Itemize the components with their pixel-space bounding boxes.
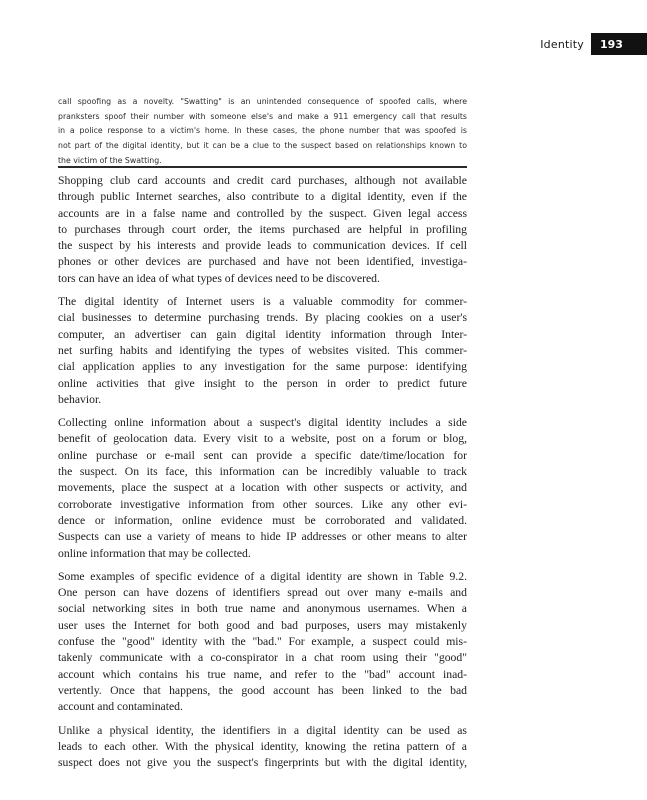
text-line: The digital identity of Internet users is a valuable commodity for commer- [58,295,467,309]
text-line: cial application applies to any investigation for the same purpose: identifying [58,360,467,374]
paragraph [58,294,467,408]
sidebar-note [58,95,467,169]
text-line: leads to each other. With the physical identity, knowing the retina pattern of a [58,739,467,753]
text-line: online purchase or e-mail sent can provide a specific date/time/location for [58,448,467,462]
paragraph [58,723,467,772]
text-line: suspect does not give you the suspect's fingerprints but with the digital identity, [58,756,467,770]
text-line: dence or information, online evidence must be corroborated and validated. [58,513,467,527]
text-line: Unlike a physical identity, the identifiers in a digital identity can be used as [58,723,467,737]
text-line: accounts are in a false name and controlled by the suspect. Given legal access [58,206,467,220]
body-text [58,173,467,778]
text-line: takenly communicate with a co-conspirator in a chat room using their "good" [58,651,467,665]
text-line: computer, an advertiser can gain digital identity information through Inter- [58,327,467,341]
text-line: Suspects can use a variety of means to hide IP addresses or other means to alter [58,530,467,544]
text-line: user uses the Internet for both good and bad purposes, users may mistakenly [58,618,467,632]
text-line: account and contaminated. [58,700,183,714]
running-header [540,33,647,55]
text-line: online activities that give insight to the person in order to predict future [58,376,467,390]
text-line: confuse the "good" identity with the "bad." For example, a suspect could mis- [58,635,467,649]
text-line: account which contains his true name, and refer to the "bad" account inad- [58,667,467,681]
sidebar-line: not part of the digital identity, but it can be a clue to the suspect based on relationships known to [58,141,467,151]
paragraph [58,569,467,716]
text-line: through public Internet searches, also contribute to a digital identity, even if the [58,190,467,204]
paragraph [58,415,467,562]
text-line: the suspect by his interests and provide leads to communication devices. If cell [58,239,467,253]
sidebar-divider [58,166,467,168]
text-line: the suspect. On its face, this information can be incredibly valuable to track [58,465,467,479]
text-line: net surfing habits and identifying the types of websites visited. This commer- [58,343,467,357]
text-line: One person can have dozens of identifiers spread out over many e-mails and [58,586,467,600]
text-line: benefit of geolocation data. Every visit to a website, post on a forum or blog, [58,432,467,446]
text-line: social networking sites in both true name and anonymous usernames. When a [58,602,467,616]
text-line: online information that may be collected. [58,546,251,560]
text-line: Collecting online information about a suspect's digital identity includes a side [58,416,467,430]
text-line: behavior. [58,392,102,406]
text-line: phones or other devices are purchased and have not been identified, investiga- [58,255,467,269]
text-line: movements, place the suspect at a location with other suspects or activity, and [58,481,467,495]
sidebar-line: the victim of the Swatting. [58,155,162,165]
text-line: corroborate investigative information from other sources. Like any other evi- [58,497,467,511]
text-line: cial businesses to determine purchasing trends. By placing cookies on a user's [58,311,467,325]
text-line: to purchases through court order, the items purchased are helpful in profiling [58,222,467,236]
text-line: tors can have an idea of what types of devices need to be discovered. [58,271,380,285]
sidebar-line: pranksters spoof their number with someone else's and make a 911 emergency call that results [58,111,467,121]
text-line: vertently. Once that happens, the good account has been linked to the bad [58,683,467,697]
text-line: Some examples of specific evidence of a digital identity are shown in Table 9.2. [58,569,467,583]
text-line: Shopping club card accounts and credit card purchases, although not available [58,174,467,187]
page-number: 193 [591,33,647,55]
sidebar-line: call spoofing as a novelty. "Swatting" is an unintended consequence of spoofed calls, where [58,97,467,106]
paragraph [58,173,467,287]
sidebar-line: in a police response to a victim's home. In these cases, the phone number that was spoofed is [58,126,467,136]
running-header-title: Identity [540,37,584,51]
